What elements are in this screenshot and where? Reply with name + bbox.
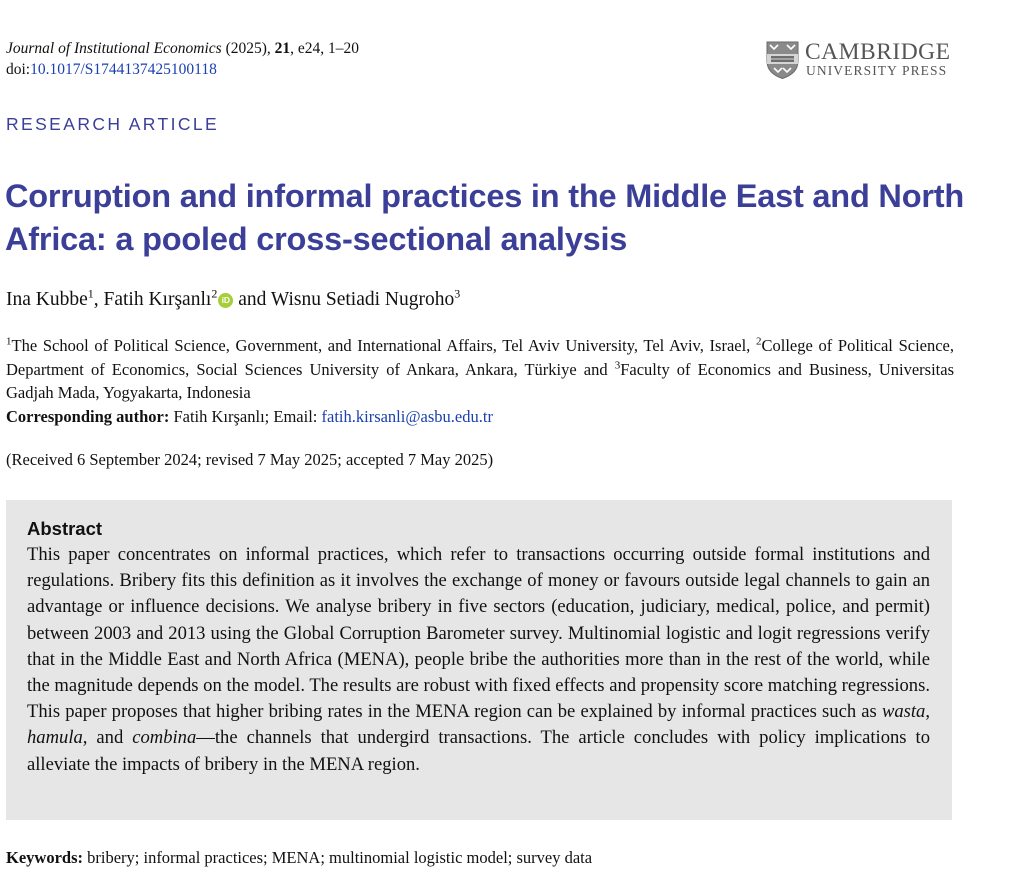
affiliation-text: College of Political Science, Department of Economics, Social Sciences University of Ankara, Ankara, Türkiye and [6, 336, 954, 379]
abstract-separator: , and [82, 727, 133, 749]
publisher-name: CAMBRIDGE [805, 39, 951, 65]
author-list [6, 287, 460, 313]
publisher-logo [766, 41, 966, 81]
affiliation-text: Faculty of Economics and Business, Universitas Gadjah Mada, Yogyakarta, Indonesia [6, 359, 954, 402]
affiliations [6, 334, 954, 405]
abstract-box [6, 500, 952, 820]
doi-line [6, 59, 217, 80]
publisher-subtitle: UNIVERSITY PRESS [806, 63, 948, 78]
author-separator: , [93, 289, 104, 310]
journal-year: (2025), [221, 40, 275, 57]
doi-link[interactable]: 10.1017/S1744137425100118 [30, 61, 217, 78]
affiliation-marker: 3 [454, 286, 461, 301]
author-name: Ina Kubbe [6, 289, 88, 310]
abstract-term: combina [132, 727, 197, 749]
abstract-term: hamula [27, 727, 83, 749]
affiliation-marker: 1 [87, 286, 94, 301]
journal-citation [6, 38, 359, 59]
doi-prefix: doi: [6, 61, 31, 78]
author-name: Wisnu Setiadi Nugroho [270, 289, 455, 310]
abstract-body: —the channels that undergird transactions. The article concludes with policy implications to alleviate the impacts of bribery in the MENA region. [27, 727, 930, 775]
keywords [6, 847, 592, 869]
cambridge-shield-icon [766, 41, 799, 79]
orcid-icon[interactable]: iD [218, 293, 233, 308]
journal-issue-pages: , e24, 1–20 [290, 40, 360, 57]
corresponding-author [6, 405, 493, 428]
author-separator: and [233, 289, 271, 310]
affiliation-marker: 3 [614, 359, 621, 371]
affiliation-text: The School of Political Science, Government, and International Affairs, Tel Aviv University, Tel Aviv, Israel, [11, 336, 756, 355]
keywords-text: bribery; informal practices; MENA; multinomial logistic model; survey data [83, 848, 593, 867]
received-dates: (Received 6 September 2024; revised 7 May 2025; accepted 7 May 2025) [6, 450, 494, 469]
keywords-label: Keywords: [6, 848, 83, 867]
article-title: Corruption and informal practices in the Middle East and North Africa: a pooled cross-sectional analysis [5, 178, 965, 257]
corresponding-author-label: Corresponding author: [6, 407, 170, 426]
journal-volume: 21 [274, 40, 291, 57]
abstract-text [27, 542, 930, 778]
abstract-term: wasta [881, 701, 926, 723]
abstract-separator: , [925, 701, 930, 723]
email-link[interactable]: fatih.kirsanli@asbu.edu.tr [321, 407, 493, 426]
journal-name: Journal of Institutional Economics [6, 40, 222, 57]
article-type: RESEARCH ARTICLE [6, 114, 220, 134]
affiliation-marker: 2 [211, 286, 218, 301]
abstract-body: This paper concentrates on informal practices, which refer to transactions occurring outside formal institutions and regulations. Bribery fits this definition as it involves the exchange of money or favours outside legal channels to gain an advantage or influence decisions. We analyse bribery in five sectors (education, judiciary, medical, police, and permit) between 2003 and 2013 using the Global Corruption Barometer survey. Multinomial logistic and logit regressions verify that in the Middle East and North Africa (MENA), people bribe the authorities more than in the rest of the world, while the magnitude depends on the model. The results are robust with fixed effects and propensity score matching regressions. This paper proposes that higher bribing rates in the MENA region can be explained by informal practices such as [27, 544, 930, 723]
author-name: Fatih Kırşanlı [103, 289, 212, 310]
corresponding-author-text: Fatih Kırşanlı; Email: [169, 407, 322, 426]
abstract-heading: Abstract [27, 518, 103, 539]
affiliation-marker: 2 [755, 335, 762, 348]
affiliation-marker: 1 [6, 335, 12, 348]
